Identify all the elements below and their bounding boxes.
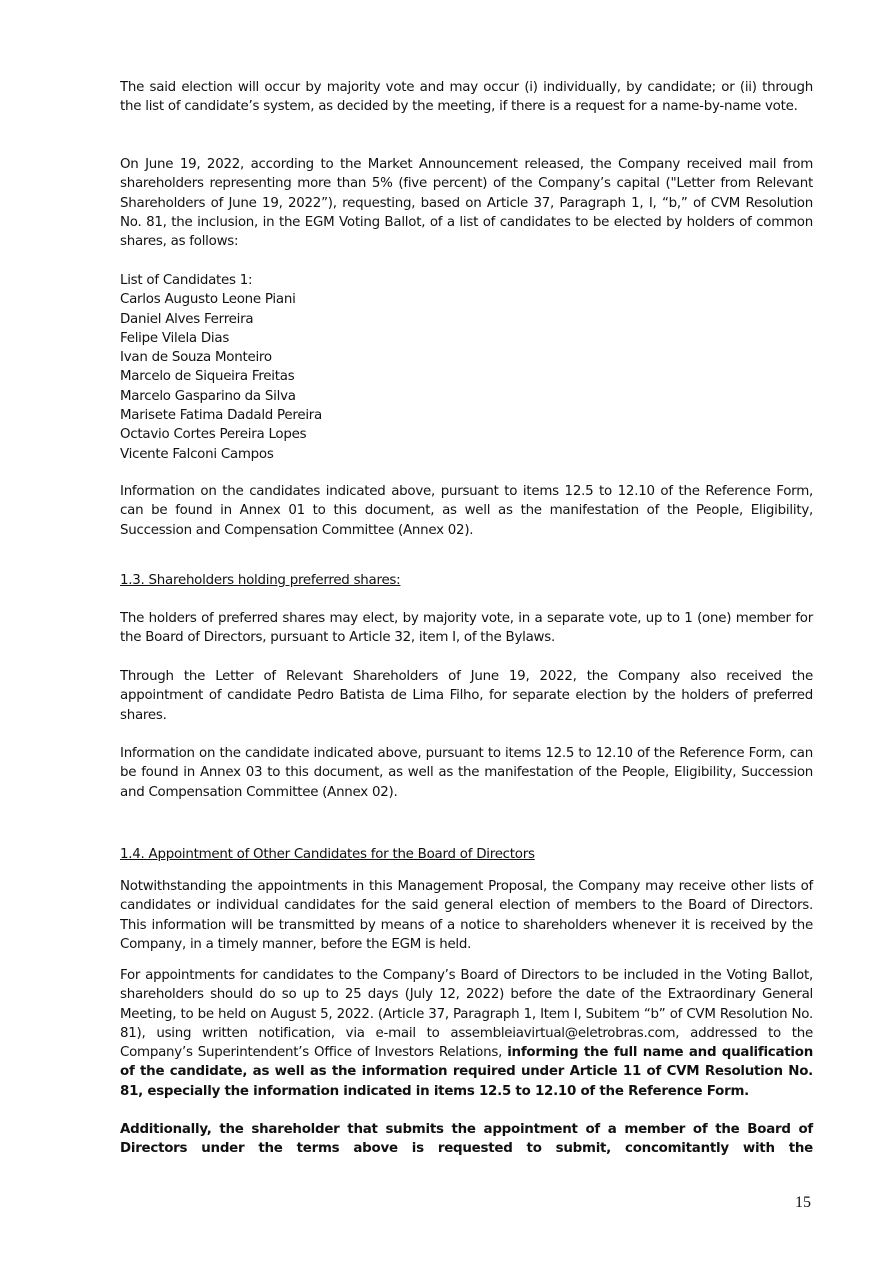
list-item: Marcelo Gasparino da Silva: [120, 388, 296, 404]
appointments-bold-text: informing the full name and qualification of the candidate, as well as the information required under Article 11 of CVM Resolution No. 81, especially the information indicated in items 12.5 to 12.10 of the Reference Form.: [120, 1045, 814, 1099]
list-item: Carlos Augusto Leone Piani: [120, 292, 296, 308]
june-letter-text: On June 19, 2022, according to the Market Announcement released, the Company received mail from shareholders representing more than 5% (five percent) of the Company’s capital ("Letter from Relevant Shareholders of June 19, 2022”), requesting, based on Article 37, Paragraph 1, I, “b,” of CVM Resolution No. 81, the inclusion, in the EGM Voting Ballot, of a list of candidates to be elected by holders of common shares, as follows:: [120, 157, 813, 250]
appointments-regular-text: For appointments for candidates to the Company’s Board of Directors to be included in the Voting Ballot, shareholders should do so up to 25 days (July 12, 2022) before the date of the Extraordinary General Meeting, to be held on August 5, 2022. (Article 37, Paragraph 1, Item I, Subitem “b” of CVM Resolution No. 81), using written notification, via e-mail to assembleiavirtual@eletrobras.com, addressed to the Company’s Superintendent’s Office of Investors Relations,: [120, 968, 813, 1061]
preferred-info-text: Information on the candidate indicated above, pursuant to items 12.5 to 12.10 of the Reference Form, can be found in Annex 03 to this document, as well as the manifestation of the People, Eligibility, Succession and Compensation Committee (Annex 02).: [120, 746, 813, 800]
election-method-text: The said election will occur by majority vote and may occur (i) individually, by candidate; or (ii) through the list of candidate’s system, as decided by the meeting, if there is a request for a name-by-name vote.: [120, 80, 813, 115]
preferred-info-paragraph: [120, 744, 813, 802]
section-1-4-heading-block: [120, 845, 813, 864]
preferred-elect-paragraph: [120, 609, 813, 648]
appointments-paragraph: [120, 966, 813, 1101]
appointments-text: [120, 966, 813, 1101]
election-method-paragraph: [120, 78, 813, 117]
page-number: 15: [795, 1194, 811, 1211]
list-item: Daniel Alves Ferreira: [120, 311, 254, 327]
candidate-list: [120, 271, 813, 464]
list-item: Felipe Vilela Dias: [120, 330, 230, 346]
list-item: Octavio Cortes Pereira Lopes: [120, 427, 307, 443]
section-1-4-heading: 1.4. Appointment of Other Candidates for the Board of Directors: [120, 847, 535, 862]
list-item: Marisete Fatima Dadald Pereira: [120, 408, 323, 424]
list-item: Vicente Falconi Campos: [120, 446, 274, 462]
additionally-paragraph: [120, 1120, 813, 1159]
preferred-appointment-text: Through the Letter of Relevant Shareholders of June 19, 2022, the Company also received the appointment of candidate Pedro Batista de Lima Filho, for separate election by the holders of preferred shares.: [120, 669, 813, 723]
preferred-elect-text: The holders of preferred shares may elect, by majority vote, in a separate vote, up to 1 (one) member for the Board of Directors, pursuant to Article 32, item I, of the Bylaws.: [120, 611, 813, 646]
june-letter-paragraph: [120, 155, 813, 251]
list-item: Marcelo de Siqueira Freitas: [120, 369, 295, 385]
candidates-info-paragraph: [120, 482, 813, 540]
notwithstanding-text: Notwithstanding the appointments in this Management Proposal, the Company may receive other lists of candidates or individual candidates for the said general election of members to the Board of Directors. This information will be transmitted by means of a notice to shareholders whenever it is received by the Company, in a timely manner, before the EGM is held.: [120, 879, 813, 952]
section-1-3-heading: 1.3. Shareholders holding preferred shares:: [120, 573, 401, 588]
section-1-3-heading-block: [120, 571, 813, 590]
candidate-list-title: List of Candidates 1:: [120, 273, 253, 288]
list-item: Ivan de Souza Monteiro: [120, 350, 272, 366]
additionally-text: Additionally, the shareholder that submits the appointment of a member of the Board of Directors under the terms above is requested to submit, concomitantly with the: [120, 1122, 813, 1157]
notwithstanding-paragraph: [120, 877, 813, 954]
candidates-info-text: Information on the candidates indicated above, pursuant to items 12.5 to 12.10 of the Reference Form, can be found in Annex 01 to this document, as well as the manifestation of the People, Eligibility, Succession and Compensation Committee (Annex 02).: [120, 484, 813, 538]
preferred-appointment-paragraph: [120, 667, 813, 725]
